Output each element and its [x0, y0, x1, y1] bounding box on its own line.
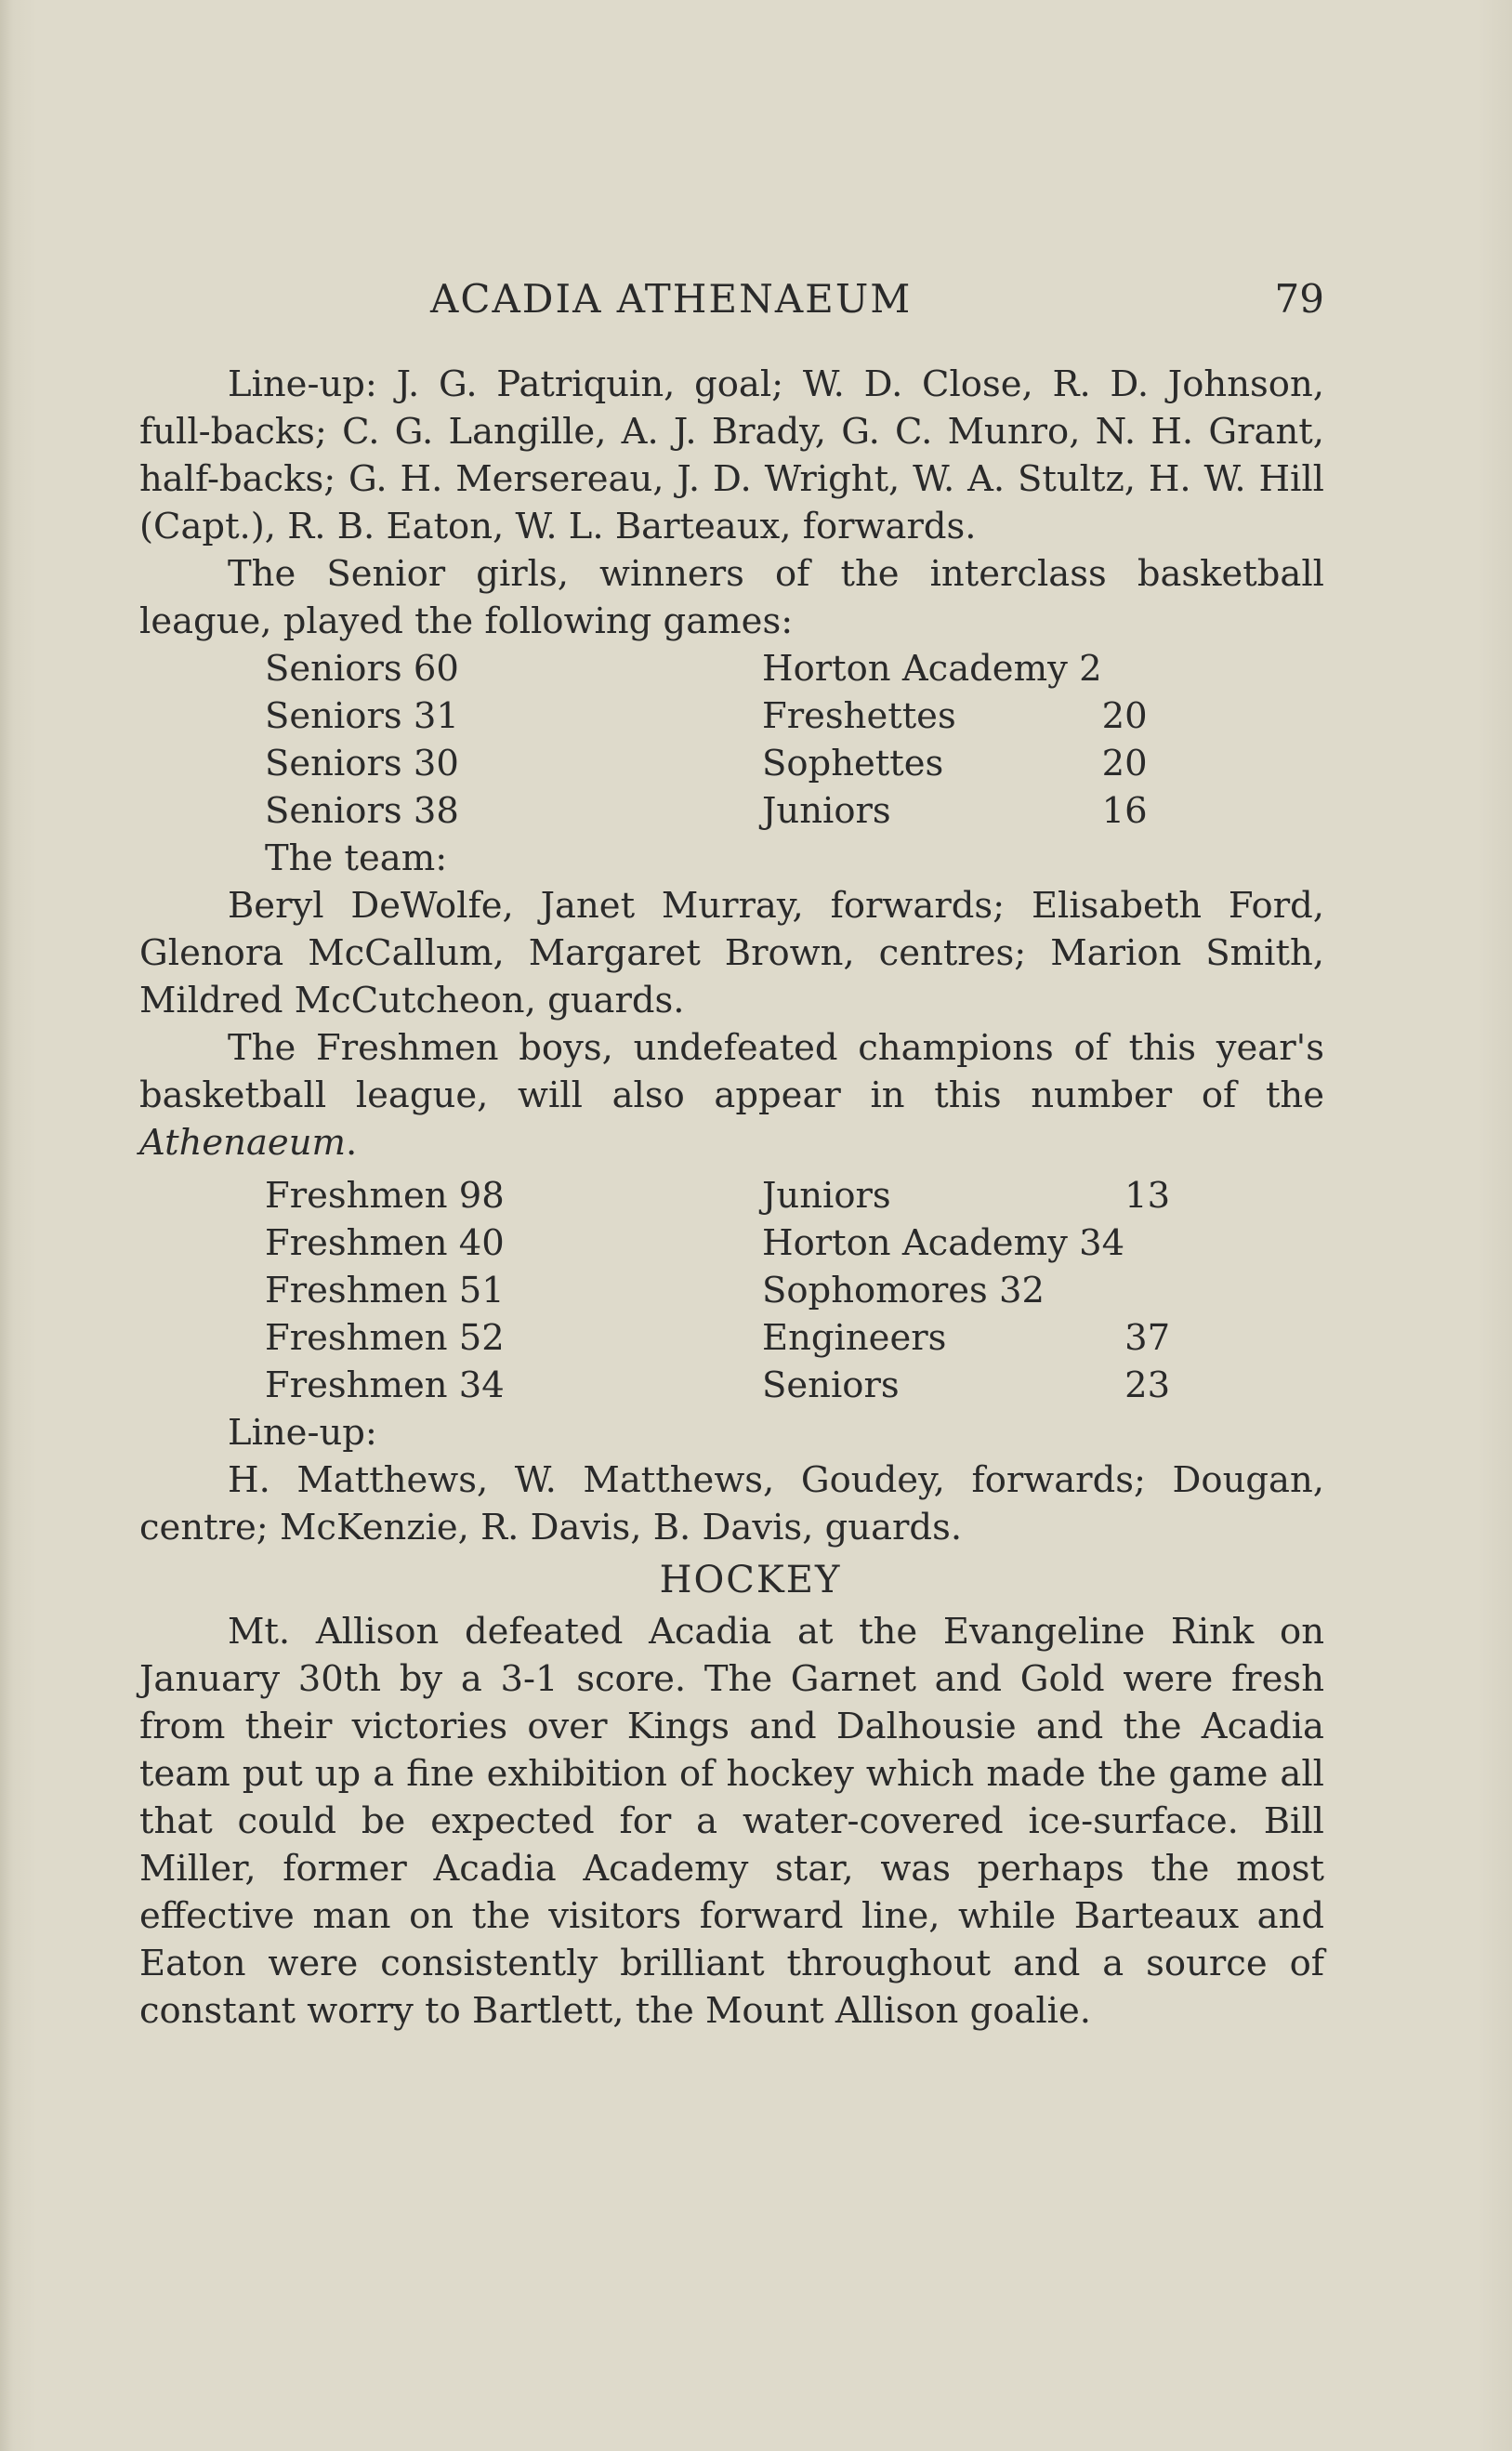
opponent: Sophettes: [762, 743, 944, 784]
opponent: Seniors: [762, 1364, 900, 1406]
hockey-report-paragraph: Mt. Allison defeated Acadia at the Evangeline Rink on January 30th by a 3-1 score. The Garnet and Gold were fresh from their victories over Kings and Dalhousie and the Acadia team put up a fine exhibition of hockey which made the game all that could be expected for a water-covered ice-surface. Bill Miller, former Acadia Academy star, was perhaps the most effective man on the visitors forward line, while Barteaux and Eaton were consistently brilliant throughout and a source of constant worry to Bartlett, the Mount Allison goalie.: [139, 1611, 1324, 2032]
opponent-score: 13: [1124, 1175, 1171, 1217]
opponent-score: [1102, 645, 1148, 692]
page-number: 79: [1274, 276, 1324, 322]
table-row: [265, 645, 1148, 692]
opponent: Horton Academy 2: [762, 648, 1102, 690]
opponent: Juniors: [762, 1175, 891, 1217]
senior-games-table: [265, 645, 1148, 835]
senior-girls-intro: The Senior girls, winners of the interclass basketball league, played the following games:: [139, 553, 1324, 642]
team-score: Seniors 30: [265, 743, 459, 784]
page-body: [139, 361, 1324, 2035]
team-score: Freshmen 98: [265, 1175, 505, 1217]
opponent-score: [1124, 1267, 1170, 1314]
opponent-score: 20: [1101, 695, 1148, 737]
opponent-score: 37: [1124, 1317, 1171, 1359]
freshmen-intro-text: The Freshmen boys, undefeated champions of this year's basketball league, will also appear in this number of the: [139, 1027, 1324, 1116]
freshmen-games-table: [265, 1172, 1170, 1409]
opponent: Freshettes: [762, 695, 956, 737]
team-score: Freshmen 34: [265, 1364, 505, 1406]
team-score: Seniors 38: [265, 790, 459, 832]
girls-team-paragraph: Beryl DeWolfe, Janet Murray, forwards; Elisabeth Ford, Glenora McCallum, Margaret Brown, centres; Marion Smith, Mildred McCutcheon, guards.: [139, 885, 1324, 1021]
team-score: Freshmen 52: [265, 1317, 505, 1359]
opponent-score: [1124, 1219, 1170, 1267]
opponent: Juniors: [762, 790, 891, 832]
freshmen-intro-end: .: [346, 1122, 358, 1164]
team-score: Seniors 31: [265, 695, 459, 737]
table-row: [265, 1267, 1170, 1314]
opponent: Engineers: [762, 1317, 947, 1359]
lineup-label: Line-up:: [228, 1412, 377, 1454]
table-row: [265, 1362, 1170, 1409]
opponent: Sophomores 32: [762, 1270, 1045, 1311]
opponent-score: 20: [1101, 743, 1148, 784]
freshmen-intro-paragraph: [139, 1024, 1324, 1166]
running-title: ACADIA ATHENAEUM: [430, 276, 913, 322]
opponent-score: 16: [1101, 790, 1148, 832]
table-row: [265, 1314, 1170, 1362]
opponent: Horton Academy 34: [762, 1222, 1125, 1264]
freshmen-team-paragraph: H. Matthews, W. Matthews, Goudey, forwards; Dougan, centre; McKenzie, R. Davis, B. Davis, guards.: [139, 1459, 1324, 1548]
team-score: Freshmen 40: [265, 1222, 505, 1264]
journal-name: Athenaeum: [139, 1122, 347, 1164]
page-header: [139, 270, 1324, 329]
team-label: The team:: [265, 837, 448, 879]
table-row: [265, 787, 1148, 835]
opponent-score: 23: [1124, 1364, 1171, 1406]
table-row: [265, 1219, 1170, 1267]
team-score: Seniors 60: [265, 648, 459, 690]
table-row: [265, 740, 1148, 787]
hockey-heading: HOCKEY: [659, 1559, 842, 1601]
team-score: Freshmen 51: [265, 1270, 505, 1311]
table-row: [265, 692, 1148, 740]
table-row: [265, 1172, 1170, 1219]
football-lineup-paragraph: Line-up: J. G. Patriquin, goal; W. D. Close, R. D. Johnson, full-backs; C. G. Langille, A. J. Brady, G. C. Munro, N. H. Grant, half-backs; G. H. Mersereau, J. D. Wright, W. A. Stultz, H. W. Hill (Capt.), R. B. Eaton, W. L. Barteaux, forwards.: [139, 363, 1324, 547]
